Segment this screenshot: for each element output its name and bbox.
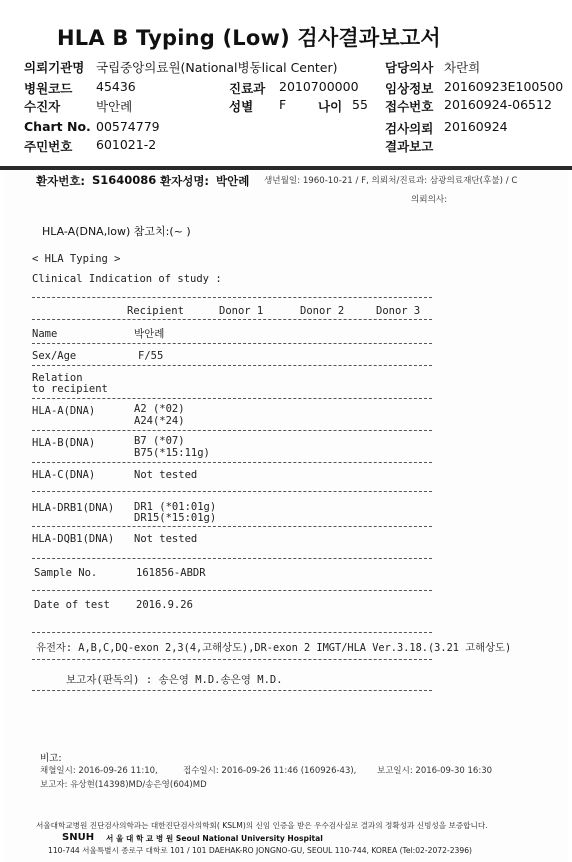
rule-3 <box>32 343 432 344</box>
row-hla-c-label: HLA-C(DNA) <box>32 469 96 481</box>
inst-label: 의뢰기관명 <box>24 60 85 75</box>
rule-2 <box>32 319 432 320</box>
footer-cert: 서울대학교병원 진단검사의학과는 대한진단검사의학회( KSLM)의 신임 인증을 받은 우수검사실로 결과의 정확성과 신빙성을 보증합니다. <box>36 821 488 830</box>
rule-11 <box>32 590 432 591</box>
id-value: 601021-2 <box>96 137 157 152</box>
rule-9 <box>32 526 432 527</box>
row-dqb1-label: HLA-DQB1(DNA) <box>32 533 115 545</box>
row-relation-label-2: to recipient <box>32 383 108 395</box>
footer-address: 110-744 서울특별시 종로구 대학로 101 / 101 DAEHAK-RO JONGNO-GU, SEOUL 110-744, KOREA (Tel:02-2072-2396) <box>48 846 472 855</box>
row-drb1-v1: DR1 (*01:01g) <box>134 501 217 513</box>
row-date-label: Date of test <box>34 599 110 611</box>
hosp-code-value: 45436 <box>96 79 136 94</box>
row-sample-label: Sample No. <box>34 567 98 579</box>
row-hla-a-v1: A2 (*02) <box>134 403 185 415</box>
row-name-value: 박안례 <box>134 328 165 340</box>
request-value: 20160924 <box>444 119 508 134</box>
footer-hospital: 서 울 대 학 교 병 원 Seoul National University Hospital <box>106 834 323 843</box>
result-label: 결과보고 <box>385 139 434 154</box>
rule-6 <box>32 430 432 431</box>
clinical-label: 임상정보 <box>385 81 434 96</box>
birth-info: 생년월일: 1960-10-21 / F, 의뢰처/진료과: 삼광의료재단(후불) / C <box>264 176 518 186</box>
rule-7 <box>32 462 432 463</box>
row-date-value: 2016.9.26 <box>136 599 193 611</box>
chart-label: Chart No. <box>24 119 91 134</box>
remarks-label: 비고: <box>40 753 62 764</box>
patient-value: 박안례 <box>96 99 133 114</box>
sex-label: 성별 <box>229 99 254 114</box>
age-value: 55 <box>352 97 368 112</box>
patient-no-label: 환자번호: <box>36 174 86 188</box>
row-drb1-v2: DR15(*15:01g) <box>134 512 217 524</box>
patient-no: S1640086 <box>92 173 157 187</box>
doctor-value: 차란희 <box>444 60 481 75</box>
patient-label: 수진자 <box>24 99 61 114</box>
dept-value: 2010700000 <box>279 79 359 94</box>
rule-8 <box>32 491 432 492</box>
row-hla-b-label: HLA-B(DNA) <box>32 437 96 449</box>
id-label: 주민번호 <box>24 139 73 154</box>
col-donor2: Donor 2 <box>300 305 345 317</box>
row-relation-label-1: Relation <box>32 372 83 384</box>
inst-value: 국립중앙의료원(National병동lical Center) <box>96 60 338 75</box>
sheet-top-border <box>0 166 572 170</box>
dept-label: 진료과 <box>229 81 266 96</box>
row-drb1-label: HLA-DRB1(DNA) <box>32 502 115 514</box>
clinical-value: 20160923E100500 <box>444 79 564 94</box>
accession-value: 20160924-06512 <box>444 97 552 112</box>
reporter-small: 보고자: 유상현(14398)MD/송은영(604)MD <box>40 780 207 790</box>
genetic-info: 유전자: A,B,C,DQ-exon 2,3(4,고해상도),DR-exon 2 IMGT/HLA Ver.3.18.(3.21 고해상도) <box>36 642 512 654</box>
rule-5 <box>32 398 432 399</box>
accession-label: 접수번호 <box>385 99 434 114</box>
row-dqb1-value: Not tested <box>134 533 198 545</box>
footer-logo: SNUH <box>62 832 95 843</box>
patient-name: 박안례 <box>216 174 250 188</box>
row-hla-a-label: HLA-A(DNA) <box>32 405 96 417</box>
hosp-code-label: 병원코드 <box>24 81 73 96</box>
rule-1 <box>32 297 432 298</box>
sex-value: F <box>279 97 287 112</box>
collected-time: 채혈일시: 2016-09-26 11:10, <box>40 766 158 776</box>
received-time: 접수일시: 2016-09-26 11:46 (160926-43), <box>183 766 357 776</box>
patient-name-label: 환자성명: <box>160 174 210 188</box>
request-label: 검사의뢰 <box>385 121 434 136</box>
row-hla-c-value: Not tested <box>134 469 198 481</box>
age-label: 나이 <box>318 99 343 114</box>
col-donor3: Donor 3 <box>376 305 421 317</box>
rule-14 <box>32 690 432 691</box>
doctor-label: 담당의사 <box>385 60 434 75</box>
row-sexage-label: Sex/Age <box>32 350 77 362</box>
rule-12 <box>32 632 432 633</box>
rule-10 <box>32 558 432 559</box>
chart-value: 00574779 <box>96 119 160 134</box>
rule-13 <box>32 659 432 660</box>
ref-title: HLA-A(DNA,low) 참고치:(~ ) <box>42 225 191 238</box>
row-sexage-value: F/55 <box>138 350 164 362</box>
row-sample-value: 161856-ABDR <box>136 567 206 579</box>
rule-4 <box>32 365 432 366</box>
report-sheet <box>4 166 568 862</box>
row-hla-a-v2: A24(*24) <box>134 415 185 427</box>
report-title: HLA B Typing (Low) 검사결과보고서 <box>57 26 441 50</box>
col-recipient: Recipient <box>127 305 184 317</box>
reported-time: 보고일시: 2016-09-30 16:30 <box>377 766 493 776</box>
row-name-label: Name <box>32 328 58 340</box>
clinical-indication: Clinical Indication of study : <box>32 273 222 285</box>
requester: 의뢰의사: <box>411 195 448 205</box>
col-donor1: Donor 1 <box>219 305 264 317</box>
section-title: < HLA Typing > <box>32 253 121 265</box>
row-hla-b-v2: B75(*15:11g) <box>134 447 210 459</box>
row-hla-b-v1: B7 (*07) <box>134 435 185 447</box>
reporter: 보고자(판독의) : 송은영 M.D.송은영 M.D. <box>66 674 283 686</box>
